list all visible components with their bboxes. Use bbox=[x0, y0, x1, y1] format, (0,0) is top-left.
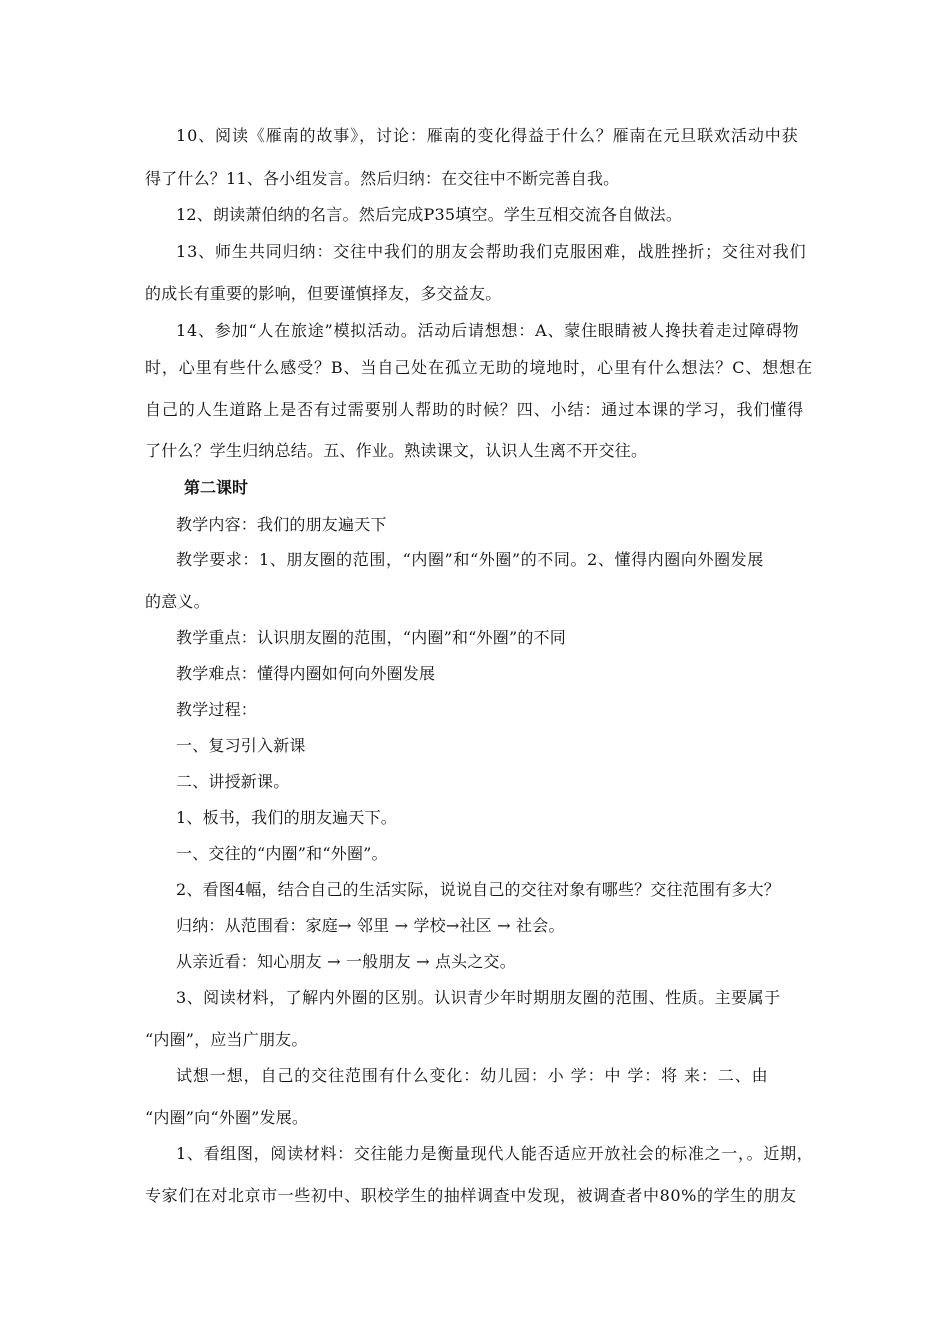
paragraph-line: 教学过程： bbox=[176, 700, 258, 719]
paragraph-line: 归纳：从范围看：家庭→ 邻里 → 学校→社区 → 社会。 bbox=[176, 916, 565, 935]
paragraph-line: 教学要求：1、朋友圈的范围，“内圈”和“外圈”的不同。2、懂得内圈向外圈发展 bbox=[176, 550, 764, 569]
paragraph-line: 10、阅读《雁南的故事》，讨论：雁南的变化得益于什么？雁南在元旦联欢活动中获 bbox=[176, 126, 799, 145]
paragraph-line: 一、复习引入新课 bbox=[176, 736, 306, 755]
paragraph-line: 二、讲授新课。 bbox=[176, 772, 290, 791]
paragraph-line: 1、板书，我们的朋友遍天下。 bbox=[176, 808, 397, 827]
paragraph-line: “内圈”向“外圈”发展。 bbox=[145, 1108, 309, 1127]
paragraph-line: 专家们在对北京市一些初中、职校学生的抽样调查中发现，被调查者中80%的学生的朋友 bbox=[145, 1186, 797, 1205]
paragraph-line: 试想一想，自己的交往范围有什么变化：幼儿园：小 学：中 学：将 来：二、由 bbox=[176, 1066, 769, 1085]
paragraph-line: 的成长有重要的影响，但要谨慎择友，多交益友。 bbox=[145, 284, 502, 303]
paragraph-line: 13、师生共同归纳：交往中我们的朋友会帮助我们克服困难，战胜挫折；交往对我们 bbox=[176, 242, 807, 261]
paragraph-line: “内圈”，应当广朋友。 bbox=[145, 1030, 308, 1049]
paragraph-line: 3、阅读材料，了解内外圈的区别。认识青少年时期朋友圈的范围、性质。主要属于 bbox=[176, 988, 781, 1007]
paragraph-line: 得了什么？11、各小组发言。然后归纳：在交往中不断完善自我。 bbox=[145, 169, 620, 188]
paragraph-line: 教学重点：认识朋友圈的范围，“内圈”和“外圈”的不同 bbox=[176, 628, 566, 647]
paragraph-line: 一、交往的“内圈”和“外圈”。 bbox=[176, 844, 388, 863]
paragraph-line: 时，心里有些什么感受？B、当自己处在孤立无助的境地时，心里有什么想法？C、想想在 bbox=[145, 358, 814, 377]
paragraph-line: 14、参加“人在旅途”模拟活动。活动后请想想：A、蒙住眼睛被人搀扶着走过障碍物 bbox=[176, 321, 800, 340]
paragraph-line: 1、看组图，阅读材料：交往能力是衡量现代人能否适应开放社会的标准之一，。近期， bbox=[176, 1144, 814, 1163]
paragraph-line: 教学难点：懂得内圈如何向外圈发展 bbox=[176, 664, 436, 683]
paragraph-line: 12、朗读萧伯纳的名言。然后完成P35填空。学生互相交流各自做法。 bbox=[176, 205, 683, 224]
paragraph-line: 了什么？学生归纳总结。五、作业。熟读课文，认识人生离不开交往。 bbox=[145, 441, 648, 460]
paragraph-line: 从亲近看：知心朋友 → 一般朋友 → 点头之交。 bbox=[176, 952, 516, 971]
paragraph-line: 的意义。 bbox=[145, 592, 210, 611]
paragraph-line: 自己的人生道路上是否有过需要别人帮助的时候？四、小结：通过本课的学习，我们懂得 bbox=[145, 400, 805, 419]
paragraph-line: 2、看图4幅，结合自己的生活实际，说说自己的交往对象有哪些？交往范围有多大？ bbox=[176, 880, 780, 899]
section-heading: 第二课时 bbox=[184, 478, 249, 497]
paragraph-line: 教学内容：我们的朋友遍天下 bbox=[176, 515, 387, 534]
